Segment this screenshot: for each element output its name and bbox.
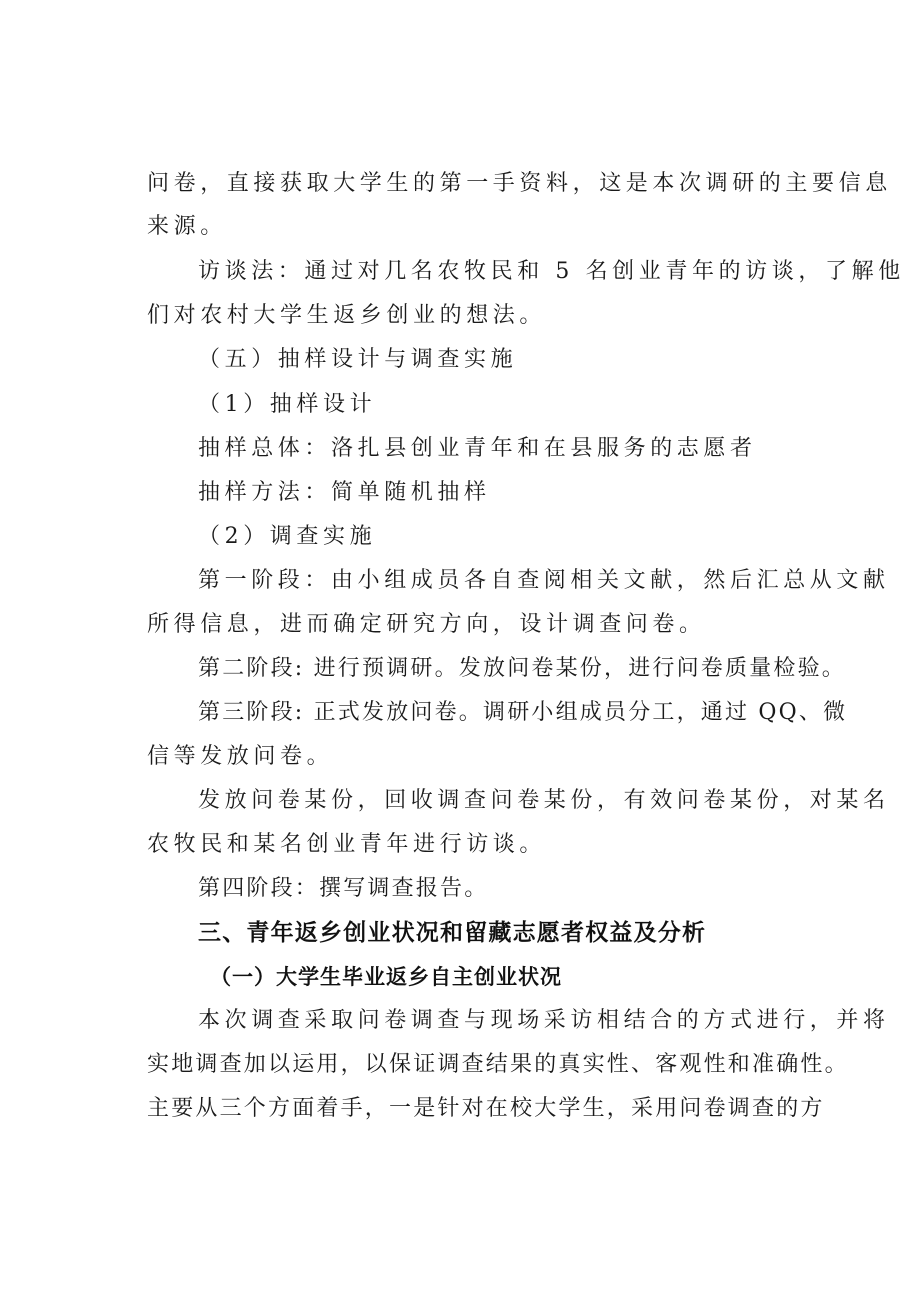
paragraph-line: 农牧民和某名创业青年进行访谈。 <box>147 832 547 857</box>
paragraph-line: 问卷，直接获取大学生的第一手资料，这是本次调研的主要信息 <box>147 171 892 196</box>
paragraph-line: 信等发放问卷。 <box>147 744 334 769</box>
paragraph-line: 们对农村大学生返乡创业的想法。 <box>147 303 547 328</box>
section-subheading: （1）抽样设计 <box>198 392 377 417</box>
paragraph-line: 发放问卷某份，回收调查问卷某份，有效问卷某份，对某名 <box>198 788 890 813</box>
paragraph-line: 第三阶段: 正式发放问卷。调研小组成员分工，通过 QQ、微 <box>198 700 848 725</box>
paragraph-line: 实地调查加以运用，以保证调查结果的真实性、客观性和准确性。 <box>147 1052 849 1077</box>
section-subheading: （五）抽样设计与调查实施 <box>198 347 518 372</box>
section-subheading: （2）调查实施 <box>198 524 377 549</box>
paragraph-line: 所得信息，进而确定研究方向，设计调查问卷。 <box>147 612 706 637</box>
paragraph-line: 第二阶段: 进行预调研。发放问卷某份，进行问卷质量检验。 <box>198 656 847 681</box>
subsection-heading: （一）大学生毕业返乡自主创业状况 <box>210 965 562 989</box>
paragraph-line: 来源。 <box>147 214 227 239</box>
paragraph-line: 本次调查采取问卷调查与现场采访相结合的方式进行，并将 <box>198 1008 890 1033</box>
paragraph-line: 访谈法：通过对几名农牧民和 5 名创业青年的访谈，了解他 <box>198 259 905 284</box>
paragraph-line: 抽样方法：简单随机抽样 <box>198 480 491 505</box>
paragraph-line: 第四阶段：撰写调查报告。 <box>198 876 489 901</box>
paragraph-line: 第一阶段：由小组成员各自查阅相关文献，然后汇总从文献 <box>198 568 890 593</box>
section-heading: 三、青年返乡创业状况和留藏志愿者权益及分析 <box>198 920 707 946</box>
paragraph-line: 主要从三个方面着手，一是针对在校大学生，采用问卷调查的方 <box>147 1096 825 1121</box>
paragraph-line: 抽样总体：洛扎县创业青年和在县服务的志愿者 <box>198 436 757 461</box>
